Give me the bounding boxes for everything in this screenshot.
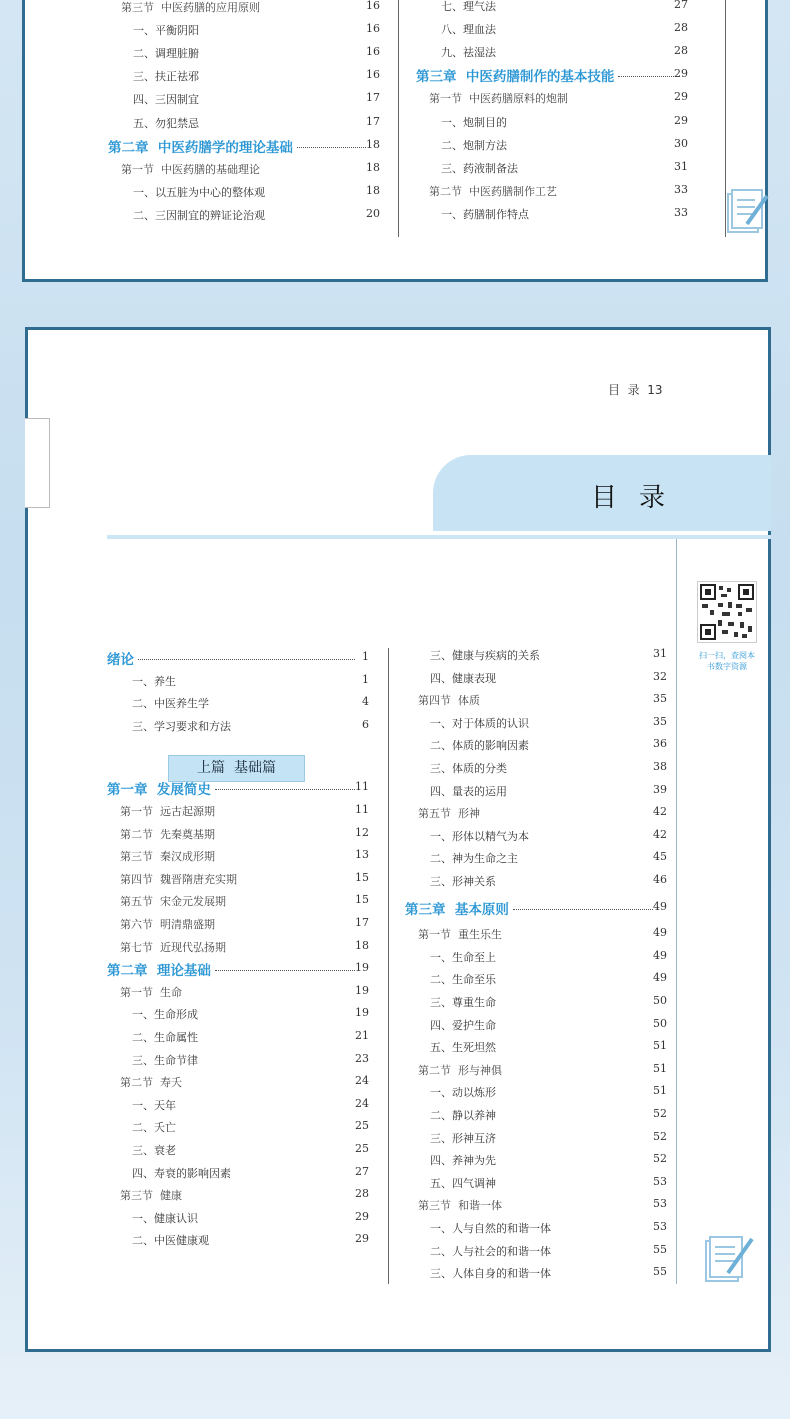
toc-page-number: 32 xyxy=(653,670,667,683)
toc-item xyxy=(405,949,667,969)
toc-item xyxy=(108,184,380,204)
toc-section xyxy=(107,939,369,959)
toc-entry-title: 四、三因制宜 xyxy=(133,93,199,106)
toc-entry-title: 三、形神关系 xyxy=(430,875,496,888)
toc-page-number: 18 xyxy=(366,161,380,174)
toc-entry-title: 第二节 中医药膳制作工艺 xyxy=(429,185,557,198)
toc-item xyxy=(107,1097,369,1117)
toc-entry-title: 第三章 中医药膳制作的基本技能 xyxy=(416,69,615,85)
toc-entry-title: 第七节 近现代弘扬期 xyxy=(120,941,226,954)
toc-entry-title: 一、对于体质的认识 xyxy=(430,717,529,730)
toc-item xyxy=(107,1006,369,1026)
toc-item xyxy=(416,44,688,64)
toc-page-number: 53 xyxy=(653,1197,667,1210)
toc-chapter xyxy=(107,650,369,670)
toc-section xyxy=(108,161,380,181)
toc-chapter xyxy=(108,138,380,158)
toc-page-number: 24 xyxy=(355,1074,369,1087)
toc-item xyxy=(405,783,667,803)
toc-section xyxy=(405,805,667,825)
title-rule xyxy=(107,535,771,539)
toc-entry-title: 三、学习要求和方法 xyxy=(132,720,231,733)
toc-page-number: 28 xyxy=(674,44,688,57)
toc-entry-title: 第二章 理论基础 xyxy=(107,963,211,979)
toc-item xyxy=(405,1175,667,1195)
toc-item xyxy=(405,1084,667,1104)
toc-page-number: 1 xyxy=(362,673,369,686)
toc-page-number: 27 xyxy=(674,0,688,11)
toc-page-number: 52 xyxy=(653,1130,667,1143)
toc-page-number: 16 xyxy=(366,68,380,81)
toc-entry-title: 九、祛湿法 xyxy=(441,46,496,59)
dot-leader xyxy=(215,970,355,971)
toc-page-number: 52 xyxy=(653,1152,667,1165)
part-label: 上篇 基础篇 xyxy=(168,755,305,782)
running-header: 目 录 13 xyxy=(608,383,663,397)
toc-entry-title: 第三章 基本原则 xyxy=(405,902,509,918)
toc-page-number: 31 xyxy=(653,647,667,660)
toc-page-number: 16 xyxy=(366,0,380,12)
column-divider xyxy=(398,0,399,237)
toc-entry-title: 一、动以炼形 xyxy=(430,1086,496,1099)
toc-page-number: 12 xyxy=(355,826,369,839)
toc-entry-title: 一、生命形成 xyxy=(132,1008,198,1021)
toc-section xyxy=(107,1187,369,1207)
toc-item xyxy=(416,0,688,18)
toc-entry-title: 三、生命节律 xyxy=(132,1054,198,1067)
toc-item xyxy=(108,91,380,111)
toc-page-number: 55 xyxy=(653,1243,667,1256)
toc-page-number: 31 xyxy=(674,160,688,173)
toc-entry-title: 第五节 宋金元发展期 xyxy=(120,895,226,908)
toc-page-number: 18 xyxy=(355,939,369,952)
toc-section xyxy=(107,916,369,936)
toc-section xyxy=(107,984,369,1004)
toc-entry-title: 第一章 发展简史 xyxy=(107,782,211,798)
toc-page-number: 29 xyxy=(355,1210,369,1223)
toc-item xyxy=(107,1142,369,1162)
toc-page-number: 19 xyxy=(355,961,369,974)
toc-item xyxy=(405,647,667,667)
toc-item xyxy=(107,1210,369,1230)
toc-page-number: 18 xyxy=(366,184,380,197)
toc-page-number: 18 xyxy=(366,138,380,151)
dot-leader xyxy=(215,789,355,790)
dot-leader xyxy=(297,147,366,148)
toc-page-top xyxy=(22,0,768,282)
toc-page-number: 33 xyxy=(674,206,688,219)
toc-entry-title: 四、寿衰的影响因素 xyxy=(132,1167,231,1180)
toc-item xyxy=(405,1243,667,1263)
toc-entry-title: 二、调理脏腑 xyxy=(133,47,199,60)
toc-title: 目录 xyxy=(591,483,688,513)
toc-item xyxy=(416,160,688,180)
toc-section xyxy=(416,183,688,203)
toc-page-number: 36 xyxy=(653,737,667,750)
toc-entry-title: 第一节 生命 xyxy=(120,986,182,999)
toc-item xyxy=(107,1232,369,1252)
toc-section xyxy=(405,926,667,946)
toc-page-number: 51 xyxy=(653,1084,667,1097)
toc-entry-title: 一、炮制目的 xyxy=(441,116,507,129)
toc-entry-title: 二、生命至乐 xyxy=(430,973,496,986)
toc-section xyxy=(416,90,688,110)
toc-entry-title: 第二节 寿夭 xyxy=(120,1076,182,1089)
column-divider xyxy=(388,648,389,1284)
toc-page-number: 45 xyxy=(653,850,667,863)
toc-item xyxy=(107,1119,369,1139)
toc-page-number: 53 xyxy=(653,1220,667,1233)
toc-entry-title: 三、健康与疾病的关系 xyxy=(430,649,540,662)
toc-column-right xyxy=(416,0,688,237)
toc-section xyxy=(108,0,380,19)
toc-entry-title: 一、平衡阴阳 xyxy=(133,24,199,37)
toc-page-number: 55 xyxy=(653,1265,667,1278)
toc-page-number: 50 xyxy=(653,1017,667,1030)
toc-entry-title: 二、神为生命之主 xyxy=(430,852,518,865)
toc-entry-title: 一、健康认识 xyxy=(132,1212,198,1225)
toc-entry-title: 第四节 魏晋隋唐充实期 xyxy=(120,873,237,886)
toc-section xyxy=(405,692,667,712)
toc-entry-title: 七、理气法 xyxy=(441,0,496,13)
toc-entry-title: 一、以五脏为中心的整体观 xyxy=(133,186,265,199)
toc-page-number: 25 xyxy=(355,1119,369,1132)
toc-column-right xyxy=(405,647,667,1287)
toc-page-number: 6 xyxy=(362,718,369,731)
toc-page-number: 20 xyxy=(366,207,380,220)
toc-entry-title: 一、生命至上 xyxy=(430,951,496,964)
toc-item xyxy=(405,994,667,1014)
toc-entry-title: 二、三因制宜的辨证论治观 xyxy=(133,209,265,222)
toc-page-number: 53 xyxy=(653,1175,667,1188)
toc-section xyxy=(107,848,369,868)
toc-item xyxy=(405,873,667,893)
toc-page-number: 39 xyxy=(653,783,667,796)
toc-page-number: 35 xyxy=(653,715,667,728)
toc-entry-title: 二、体质的影响因素 xyxy=(430,739,529,752)
toc-page-number: 19 xyxy=(355,1006,369,1019)
toc-item xyxy=(107,1029,369,1049)
margin-rule xyxy=(676,539,677,1284)
toc-entry-title: 绪论 xyxy=(107,652,134,668)
toc-entry-title: 三、衰老 xyxy=(132,1144,176,1157)
toc-entry-title: 一、天年 xyxy=(132,1099,176,1112)
toc-page-number: 23 xyxy=(355,1052,369,1065)
toc-entry-title: 第二节 先秦奠基期 xyxy=(120,828,215,841)
toc-page-number: 30 xyxy=(674,137,688,150)
toc-section xyxy=(405,1062,667,1082)
toc-item xyxy=(107,673,369,693)
toc-page-number: 49 xyxy=(653,900,667,913)
toc-entry-title: 三、药液制备法 xyxy=(441,162,518,175)
toc-item xyxy=(405,850,667,870)
toc-page-number: 25 xyxy=(355,1142,369,1155)
toc-section xyxy=(107,1074,369,1094)
toc-section xyxy=(405,1197,667,1217)
toc-page-number: 15 xyxy=(355,893,369,906)
toc-entry-title: 二、中医养生学 xyxy=(132,697,209,710)
toc-entry-title: 四、健康表现 xyxy=(430,672,496,685)
toc-entry-title: 第六节 明清鼎盛期 xyxy=(120,918,215,931)
toc-item xyxy=(405,1017,667,1037)
toc-entry-title: 五、生死坦然 xyxy=(430,1041,496,1054)
toc-page-number: 16 xyxy=(366,22,380,35)
toc-page-number: 51 xyxy=(653,1039,667,1052)
dot-leader xyxy=(618,76,674,77)
toc-page-number: 29 xyxy=(674,114,688,127)
toc-entry-title: 一、养生 xyxy=(132,675,176,688)
toc-page-number: 28 xyxy=(355,1187,369,1200)
toc-entry-title: 二、炮制方法 xyxy=(441,139,507,152)
toc-entry-title: 八、理血法 xyxy=(441,23,496,36)
toc-entry-title: 四、爱护生命 xyxy=(430,1019,496,1032)
toc-entry-title: 第五节 形神 xyxy=(418,807,480,820)
toc-entry-title: 五、勿犯禁忌 xyxy=(133,117,199,130)
toc-page-number: 17 xyxy=(366,115,380,128)
dot-leader xyxy=(138,659,355,660)
toc-page-number: 28 xyxy=(674,21,688,34)
toc-item xyxy=(405,670,667,690)
toc-item xyxy=(405,971,667,991)
toc-section xyxy=(107,893,369,913)
qr-code-icon[interactable] xyxy=(697,581,757,643)
toc-page-number: 15 xyxy=(355,871,369,884)
toc-page-number: 49 xyxy=(653,926,667,939)
toc-item xyxy=(107,1052,369,1072)
toc-page-number: 21 xyxy=(355,1029,369,1042)
toc-item xyxy=(405,760,667,780)
toc-entry-title: 三、人体自身的和谐一体 xyxy=(430,1267,551,1280)
toc-item xyxy=(416,206,688,226)
toc-item xyxy=(405,1039,667,1059)
toc-page-number: 29 xyxy=(674,90,688,103)
toc-item xyxy=(108,115,380,135)
toc-entry-title: 第一节 中医药膳的基础理论 xyxy=(121,163,260,176)
dot-leader xyxy=(513,909,653,910)
toc-entry-title: 一、形体以精气为本 xyxy=(430,830,529,843)
toc-column-left xyxy=(107,650,369,1290)
toc-page-number: 38 xyxy=(653,760,667,773)
toc-item xyxy=(405,1220,667,1240)
toc-page-number: 17 xyxy=(355,916,369,929)
toc-item xyxy=(405,1152,667,1172)
toc-entry-title: 第四节 体质 xyxy=(418,694,480,707)
qr-caption: 扫一扫，查阅本书数字资源 xyxy=(699,651,755,671)
toc-entry-title: 五、四气调神 xyxy=(430,1177,496,1190)
toc-item xyxy=(405,737,667,757)
toc-entry-title: 二、人与社会的和谐一体 xyxy=(430,1245,551,1258)
toc-entry-title: 第二节 形与神俱 xyxy=(418,1064,502,1077)
toc-page-number: 13 xyxy=(355,848,369,861)
page-edge-tab xyxy=(25,418,50,508)
toc-page-number: 42 xyxy=(653,828,667,841)
toc-entry-title: 第三节 中医药膳的应用原则 xyxy=(121,1,260,14)
toc-page-number: 52 xyxy=(653,1107,667,1120)
toc-chapter xyxy=(107,961,369,981)
notebook-icon xyxy=(704,1229,756,1285)
toc-chapter xyxy=(405,900,667,920)
toc-entry-title: 二、中医健康观 xyxy=(132,1234,209,1247)
toc-section xyxy=(107,803,369,823)
toc-page-number: 42 xyxy=(653,805,667,818)
toc-entry-title: 二、夭亡 xyxy=(132,1121,176,1134)
toc-page-number: 11 xyxy=(355,803,369,816)
toc-entry-title: 第一节 中医药膳原料的炮制 xyxy=(429,92,568,105)
toc-item xyxy=(416,137,688,157)
toc-item xyxy=(108,68,380,88)
toc-page-number: 29 xyxy=(674,67,688,80)
toc-page-number: 51 xyxy=(653,1062,667,1075)
toc-entry-title: 四、养神为先 xyxy=(430,1154,496,1167)
toc-item xyxy=(107,1165,369,1185)
toc-page-number: 35 xyxy=(653,692,667,705)
toc-page-number: 50 xyxy=(653,994,667,1007)
toc-page-number: 46 xyxy=(653,873,667,886)
toc-entry-title: 第一节 远古起源期 xyxy=(120,805,215,818)
toc-chapter xyxy=(107,780,369,800)
toc-item xyxy=(108,45,380,65)
toc-entry-title: 三、尊重生命 xyxy=(430,996,496,1009)
toc-entry-title: 二、生命属性 xyxy=(132,1031,198,1044)
toc-page-number: 11 xyxy=(355,780,369,793)
toc-item xyxy=(108,207,380,227)
toc-item xyxy=(107,695,369,715)
toc-entry-title: 第三节 和谐一体 xyxy=(418,1199,502,1212)
toc-page-number: 29 xyxy=(355,1232,369,1245)
toc-chapter xyxy=(416,67,688,87)
toc-item xyxy=(108,22,380,42)
toc-page-number: 24 xyxy=(355,1097,369,1110)
toc-item xyxy=(405,828,667,848)
toc-entry-title: 三、扶正祛邪 xyxy=(133,70,199,83)
toc-entry-title: 一、药膳制作特点 xyxy=(441,208,529,221)
toc-entry-title: 二、静以养神 xyxy=(430,1109,496,1122)
toc-entry-title: 第三节 秦汉成形期 xyxy=(120,850,215,863)
toc-page-number: 27 xyxy=(355,1165,369,1178)
toc-page-number: 33 xyxy=(674,183,688,196)
toc-column-left xyxy=(108,0,380,237)
toc-page-number: 19 xyxy=(355,984,369,997)
toc-page-number: 17 xyxy=(366,91,380,104)
toc-item xyxy=(405,1265,667,1285)
toc-section xyxy=(107,871,369,891)
toc-item xyxy=(405,1130,667,1150)
toc-title-banner xyxy=(433,455,771,531)
toc-item xyxy=(405,1107,667,1127)
toc-entry-title: 第三节 健康 xyxy=(120,1189,182,1202)
notebook-icon xyxy=(725,182,769,238)
toc-entry-title: 第一节 重生乐生 xyxy=(418,928,502,941)
toc-item xyxy=(107,718,369,738)
toc-entry-title: 三、形神互济 xyxy=(430,1132,496,1145)
toc-item xyxy=(416,21,688,41)
toc-page-number: 1 xyxy=(362,650,369,663)
toc-page-number: 4 xyxy=(362,695,369,708)
toc-page-number: 49 xyxy=(653,971,667,984)
toc-page-number: 16 xyxy=(366,45,380,58)
toc-entry-title: 一、人与自然的和谐一体 xyxy=(430,1222,551,1235)
toc-section xyxy=(107,826,369,846)
toc-item xyxy=(405,715,667,735)
toc-entry-title: 第二章 中医药膳学的理论基础 xyxy=(108,140,293,156)
toc-entry-title: 三、体质的分类 xyxy=(430,762,507,775)
toc-entry-title: 四、量表的运用 xyxy=(430,785,507,798)
toc-page-number: 49 xyxy=(653,949,667,962)
toc-item xyxy=(416,114,688,134)
